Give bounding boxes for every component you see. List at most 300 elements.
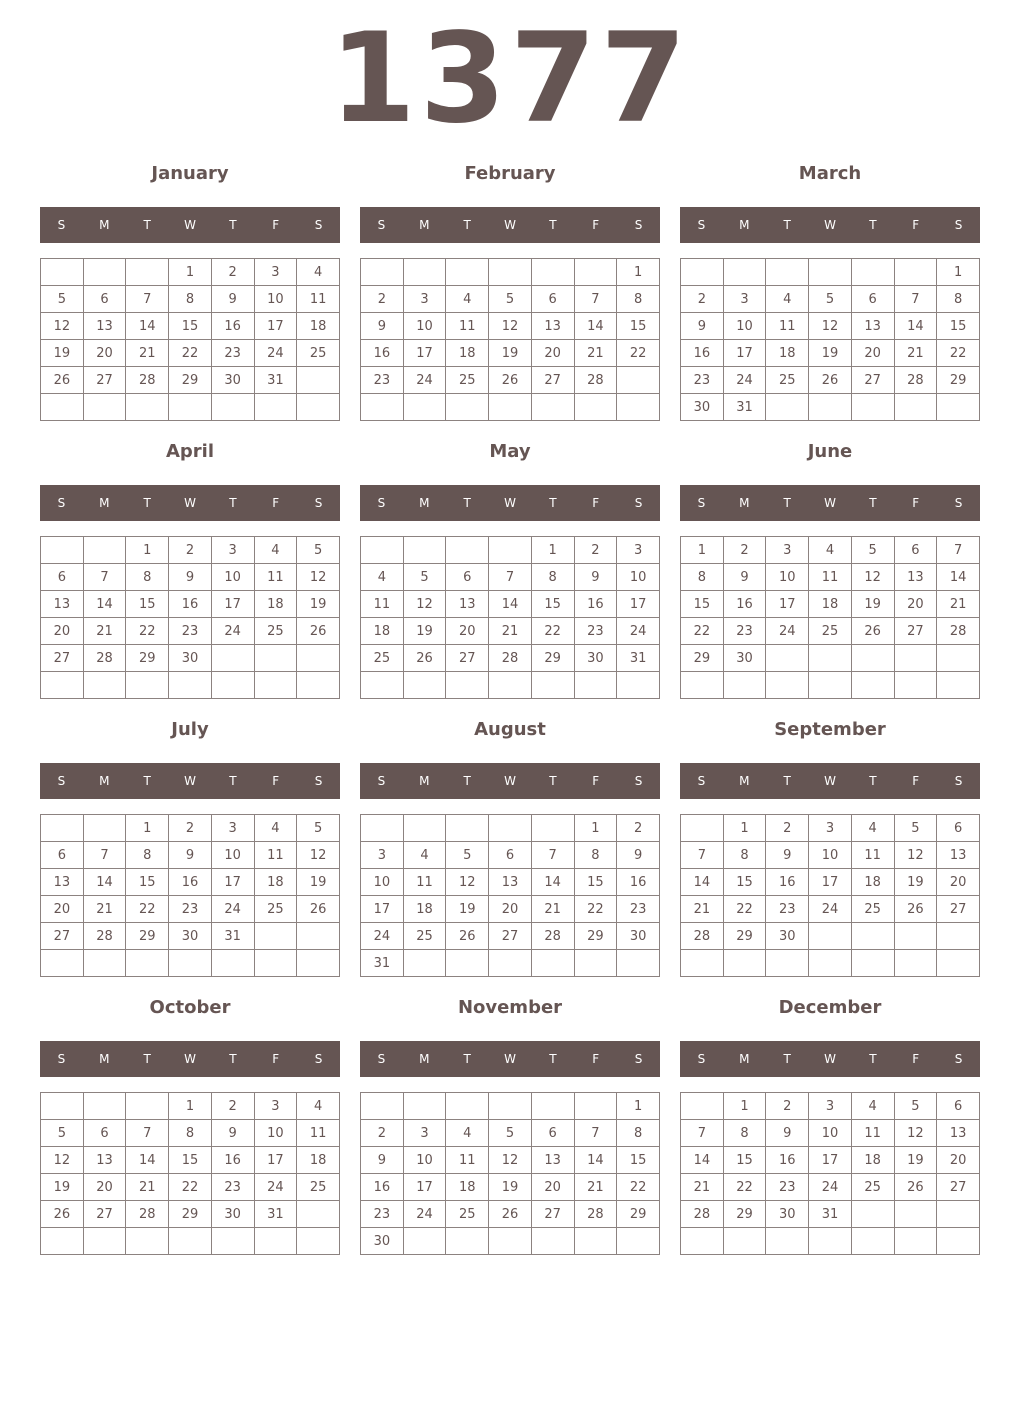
day-cell: [446, 950, 489, 977]
day-cell: 17: [723, 340, 766, 367]
weekday-label: M: [99, 218, 110, 232]
weekday-label: W: [184, 774, 196, 788]
weekday-label: F: [272, 1052, 280, 1066]
day-cell: 11: [446, 1147, 489, 1174]
day-cell: 1: [574, 815, 617, 842]
day-cell: 13: [446, 591, 489, 618]
week-row: [41, 950, 340, 977]
day-cell: 8: [681, 564, 724, 591]
day-cell: 25: [809, 618, 852, 645]
day-cell: 1: [723, 1093, 766, 1120]
weekday-label: M: [419, 218, 430, 232]
day-cell: [574, 259, 617, 286]
day-cell: 20: [41, 896, 84, 923]
day-cell: [894, 645, 937, 672]
day-cell: [169, 950, 212, 977]
week-row: [681, 869, 980, 896]
day-cell: 16: [361, 1174, 404, 1201]
day-cell: 24: [809, 896, 852, 923]
day-cell: [894, 923, 937, 950]
weekday-label: F: [272, 218, 280, 232]
week-row: [361, 1147, 660, 1174]
day-cell: 1: [617, 259, 660, 286]
day-grid: [680, 1092, 980, 1255]
day-cell: [297, 950, 340, 977]
day-cell: [297, 1201, 340, 1228]
day-cell: 31: [211, 923, 254, 950]
day-cell: 28: [894, 367, 937, 394]
day-cell: 26: [894, 1174, 937, 1201]
day-cell: 23: [766, 1174, 809, 1201]
day-cell: 18: [361, 618, 404, 645]
day-cell: [851, 672, 894, 699]
day-cell: 26: [446, 923, 489, 950]
day-cell: [211, 394, 254, 421]
week-row: [681, 1201, 980, 1228]
day-cell: 8: [723, 842, 766, 869]
day-cell: [83, 1093, 126, 1120]
week-row: [361, 1093, 660, 1120]
day-cell: 2: [361, 286, 404, 313]
week-row: [41, 1147, 340, 1174]
day-cell: 28: [681, 1201, 724, 1228]
day-cell: 7: [126, 286, 169, 313]
day-cell: 17: [211, 591, 254, 618]
week-row: [41, 286, 340, 313]
day-cell: 15: [723, 869, 766, 896]
day-cell: 20: [489, 896, 532, 923]
day-cell: 3: [809, 815, 852, 842]
day-grid: [40, 536, 340, 699]
day-cell: 14: [83, 869, 126, 896]
day-cell: 1: [126, 537, 169, 564]
day-cell: 9: [723, 564, 766, 591]
day-cell: 9: [617, 842, 660, 869]
day-cell: 3: [723, 286, 766, 313]
day-cell: 10: [254, 286, 297, 313]
day-cell: 26: [489, 1201, 532, 1228]
weekday-label: F: [912, 774, 920, 788]
day-cell: 17: [617, 591, 660, 618]
day-cell: [489, 1093, 532, 1120]
week-row: [681, 286, 980, 313]
day-cell: 29: [617, 1201, 660, 1228]
day-cell: [446, 1228, 489, 1255]
day-cell: 11: [361, 591, 404, 618]
day-cell: 27: [894, 618, 937, 645]
day-cell: 3: [254, 259, 297, 286]
day-cell: 16: [169, 869, 212, 896]
day-cell: [403, 394, 446, 421]
week-row: [681, 618, 980, 645]
day-cell: 18: [297, 313, 340, 340]
day-cell: 27: [446, 645, 489, 672]
day-cell: 12: [403, 591, 446, 618]
week-row: [361, 1120, 660, 1147]
day-cell: 28: [681, 923, 724, 950]
week-row: [41, 1201, 340, 1228]
weekday-label: T: [143, 218, 151, 232]
day-cell: [211, 950, 254, 977]
day-cell: 31: [254, 367, 297, 394]
weekday-label: T: [783, 496, 791, 510]
day-cell: [361, 1093, 404, 1120]
day-cell: [766, 1228, 809, 1255]
day-cell: 4: [851, 1093, 894, 1120]
day-cell: 13: [937, 1120, 980, 1147]
day-cell: 11: [297, 1120, 340, 1147]
day-cell: 5: [41, 286, 84, 313]
day-cell: 12: [894, 1120, 937, 1147]
day-cell: 10: [211, 842, 254, 869]
day-cell: [681, 950, 724, 977]
day-cell: [489, 259, 532, 286]
day-cell: [766, 394, 809, 421]
weekday-label: S: [954, 218, 963, 232]
day-cell: 2: [169, 815, 212, 842]
day-cell: 26: [894, 896, 937, 923]
weekday-label: T: [549, 774, 557, 788]
day-cell: [489, 815, 532, 842]
day-cell: 21: [681, 1174, 724, 1201]
weekday-label: W: [824, 1052, 836, 1066]
day-cell: 26: [41, 1201, 84, 1228]
weekday-label: T: [463, 496, 471, 510]
weekday-label: T: [783, 218, 791, 232]
day-cell: 27: [937, 1174, 980, 1201]
day-cell: 23: [211, 1174, 254, 1201]
day-grid: [680, 814, 980, 977]
day-cell: 27: [41, 645, 84, 672]
day-cell: [254, 672, 297, 699]
day-cell: 28: [574, 367, 617, 394]
weekday-header: [40, 207, 340, 243]
day-cell: [937, 645, 980, 672]
week-row: [41, 618, 340, 645]
day-cell: 22: [723, 896, 766, 923]
day-cell: 29: [126, 923, 169, 950]
day-cell: [41, 1228, 84, 1255]
day-cell: [894, 259, 937, 286]
day-cell: [126, 259, 169, 286]
day-cell: 10: [254, 1120, 297, 1147]
weekday-header: [360, 1041, 660, 1077]
day-cell: 5: [489, 286, 532, 313]
day-cell: [894, 1201, 937, 1228]
weekday-header: [680, 763, 980, 799]
week-row: [361, 923, 660, 950]
day-cell: 14: [574, 313, 617, 340]
day-cell: 8: [937, 286, 980, 313]
day-cell: [723, 1228, 766, 1255]
week-row: [681, 564, 980, 591]
day-cell: [83, 394, 126, 421]
day-cell: 21: [126, 1174, 169, 1201]
day-cell: 3: [617, 537, 660, 564]
day-cell: [617, 950, 660, 977]
week-row: [361, 815, 660, 842]
day-cell: [297, 645, 340, 672]
day-cell: 22: [531, 618, 574, 645]
day-cell: 25: [403, 923, 446, 950]
day-cell: [851, 645, 894, 672]
day-cell: 24: [403, 1201, 446, 1228]
day-cell: 2: [723, 537, 766, 564]
day-cell: [531, 259, 574, 286]
day-cell: [531, 1228, 574, 1255]
day-cell: 12: [489, 313, 532, 340]
weekday-header: [360, 207, 660, 243]
day-cell: 12: [489, 1147, 532, 1174]
day-cell: [169, 1228, 212, 1255]
day-cell: 16: [766, 1147, 809, 1174]
day-cell: [574, 672, 617, 699]
week-row: [41, 672, 340, 699]
weekday-label: T: [869, 218, 877, 232]
day-cell: 15: [617, 1147, 660, 1174]
day-cell: [126, 672, 169, 699]
day-cell: 1: [723, 815, 766, 842]
day-cell: 14: [681, 1147, 724, 1174]
day-cell: 5: [403, 564, 446, 591]
day-cell: [361, 537, 404, 564]
weekday-label: S: [697, 496, 706, 510]
day-grid: [40, 258, 340, 421]
week-row: [41, 313, 340, 340]
day-cell: 4: [297, 1093, 340, 1120]
day-cell: 28: [83, 923, 126, 950]
weekday-label: S: [634, 774, 643, 788]
day-cell: 31: [809, 1201, 852, 1228]
day-cell: [297, 394, 340, 421]
day-cell: 24: [723, 367, 766, 394]
day-cell: [41, 815, 84, 842]
day-cell: 9: [766, 842, 809, 869]
day-cell: 1: [531, 537, 574, 564]
week-row: [361, 618, 660, 645]
weekday-label: T: [143, 774, 151, 788]
day-cell: 19: [403, 618, 446, 645]
week-row: [681, 1174, 980, 1201]
day-cell: [446, 259, 489, 286]
day-cell: 9: [681, 313, 724, 340]
weekday-label: S: [634, 1052, 643, 1066]
day-cell: [894, 394, 937, 421]
day-cell: 27: [83, 1201, 126, 1228]
weekday-label: S: [57, 218, 66, 232]
day-cell: 6: [83, 1120, 126, 1147]
day-cell: 24: [809, 1174, 852, 1201]
day-cell: 10: [403, 1147, 446, 1174]
day-cell: 17: [809, 1147, 852, 1174]
day-cell: 5: [809, 286, 852, 313]
day-cell: 8: [723, 1120, 766, 1147]
week-row: [361, 645, 660, 672]
day-cell: 21: [574, 1174, 617, 1201]
week-row: [361, 591, 660, 618]
day-cell: [851, 1201, 894, 1228]
week-row: [681, 367, 980, 394]
day-cell: [723, 672, 766, 699]
day-cell: [254, 1228, 297, 1255]
day-cell: [41, 259, 84, 286]
weekday-label: W: [184, 496, 196, 510]
day-cell: [297, 367, 340, 394]
day-cell: 25: [851, 896, 894, 923]
day-cell: [723, 950, 766, 977]
day-cell: 30: [169, 923, 212, 950]
day-cell: [83, 950, 126, 977]
weekday-header: [360, 485, 660, 521]
day-cell: [681, 259, 724, 286]
day-cell: 4: [297, 259, 340, 286]
week-row: [681, 950, 980, 977]
day-cell: 26: [809, 367, 852, 394]
weekday-label: W: [504, 218, 516, 232]
day-cell: [169, 672, 212, 699]
day-cell: [766, 950, 809, 977]
day-cell: 12: [851, 564, 894, 591]
weekday-label: S: [314, 496, 323, 510]
day-cell: 6: [446, 564, 489, 591]
day-cell: 2: [681, 286, 724, 313]
weekday-label: M: [99, 496, 110, 510]
day-cell: 16: [169, 591, 212, 618]
day-cell: [211, 672, 254, 699]
weekday-label: S: [314, 1052, 323, 1066]
week-row: [41, 537, 340, 564]
day-cell: 8: [574, 842, 617, 869]
day-cell: 8: [126, 842, 169, 869]
day-cell: 1: [126, 815, 169, 842]
day-cell: 21: [83, 618, 126, 645]
day-cell: 3: [766, 537, 809, 564]
day-cell: 25: [254, 896, 297, 923]
day-cell: 21: [83, 896, 126, 923]
weekday-label: M: [739, 496, 750, 510]
weekday-label: T: [229, 1052, 237, 1066]
day-cell: [297, 923, 340, 950]
day-cell: 27: [531, 367, 574, 394]
day-cell: [297, 1228, 340, 1255]
day-cell: 11: [403, 869, 446, 896]
day-cell: 7: [681, 1120, 724, 1147]
weekday-label: F: [912, 496, 920, 510]
day-cell: 6: [83, 286, 126, 313]
weekday-label: M: [419, 496, 430, 510]
day-cell: 10: [403, 313, 446, 340]
day-cell: 17: [809, 869, 852, 896]
weekday-label: T: [783, 1052, 791, 1066]
day-cell: 4: [766, 286, 809, 313]
day-cell: 24: [211, 896, 254, 923]
weekday-label: T: [229, 774, 237, 788]
week-row: [41, 367, 340, 394]
day-cell: [894, 950, 937, 977]
day-cell: 7: [894, 286, 937, 313]
week-row: [361, 1174, 660, 1201]
day-cell: 29: [574, 923, 617, 950]
day-cell: 13: [83, 1147, 126, 1174]
weekday-label: F: [592, 496, 600, 510]
week-row: [361, 367, 660, 394]
day-cell: 2: [211, 259, 254, 286]
day-cell: 15: [126, 869, 169, 896]
day-cell: 29: [681, 645, 724, 672]
day-cell: 22: [937, 340, 980, 367]
day-cell: 28: [531, 923, 574, 950]
day-cell: 29: [723, 923, 766, 950]
day-cell: 13: [489, 869, 532, 896]
day-cell: 11: [851, 842, 894, 869]
day-cell: 5: [41, 1120, 84, 1147]
day-cell: 25: [361, 645, 404, 672]
day-cell: 27: [83, 367, 126, 394]
day-cell: 22: [574, 896, 617, 923]
day-cell: [681, 1228, 724, 1255]
day-cell: [531, 950, 574, 977]
weekday-header: [680, 1041, 980, 1077]
day-cell: [489, 950, 532, 977]
day-cell: [403, 1228, 446, 1255]
day-cell: 6: [489, 842, 532, 869]
day-cell: 26: [489, 367, 532, 394]
week-row: [681, 645, 980, 672]
week-row: [681, 1093, 980, 1120]
day-cell: [83, 1228, 126, 1255]
week-row: [41, 1174, 340, 1201]
day-cell: [403, 815, 446, 842]
day-cell: 27: [851, 367, 894, 394]
week-row: [41, 340, 340, 367]
week-row: [361, 394, 660, 421]
day-cell: 6: [531, 286, 574, 313]
day-cell: 31: [723, 394, 766, 421]
week-row: [361, 1228, 660, 1255]
day-cell: [574, 1228, 617, 1255]
week-row: [681, 340, 980, 367]
day-cell: [446, 537, 489, 564]
weekday-label: W: [824, 774, 836, 788]
day-cell: 19: [894, 869, 937, 896]
day-cell: 11: [851, 1120, 894, 1147]
day-cell: 9: [361, 1147, 404, 1174]
day-cell: 15: [681, 591, 724, 618]
week-row: [41, 842, 340, 869]
day-cell: 5: [894, 1093, 937, 1120]
day-cell: 18: [851, 869, 894, 896]
day-cell: 19: [297, 869, 340, 896]
day-cell: 25: [766, 367, 809, 394]
day-cell: 7: [937, 537, 980, 564]
day-cell: 8: [617, 286, 660, 313]
day-cell: [126, 1093, 169, 1120]
weekday-label: T: [143, 496, 151, 510]
day-cell: [403, 672, 446, 699]
day-cell: [403, 950, 446, 977]
day-cell: 14: [126, 313, 169, 340]
day-cell: 7: [574, 1120, 617, 1147]
day-cell: 29: [169, 367, 212, 394]
day-cell: 24: [361, 923, 404, 950]
weekday-label: T: [229, 496, 237, 510]
day-cell: 6: [531, 1120, 574, 1147]
day-cell: [83, 672, 126, 699]
day-cell: 15: [126, 591, 169, 618]
day-cell: 23: [574, 618, 617, 645]
day-cell: 8: [531, 564, 574, 591]
weekday-label: S: [57, 1052, 66, 1066]
